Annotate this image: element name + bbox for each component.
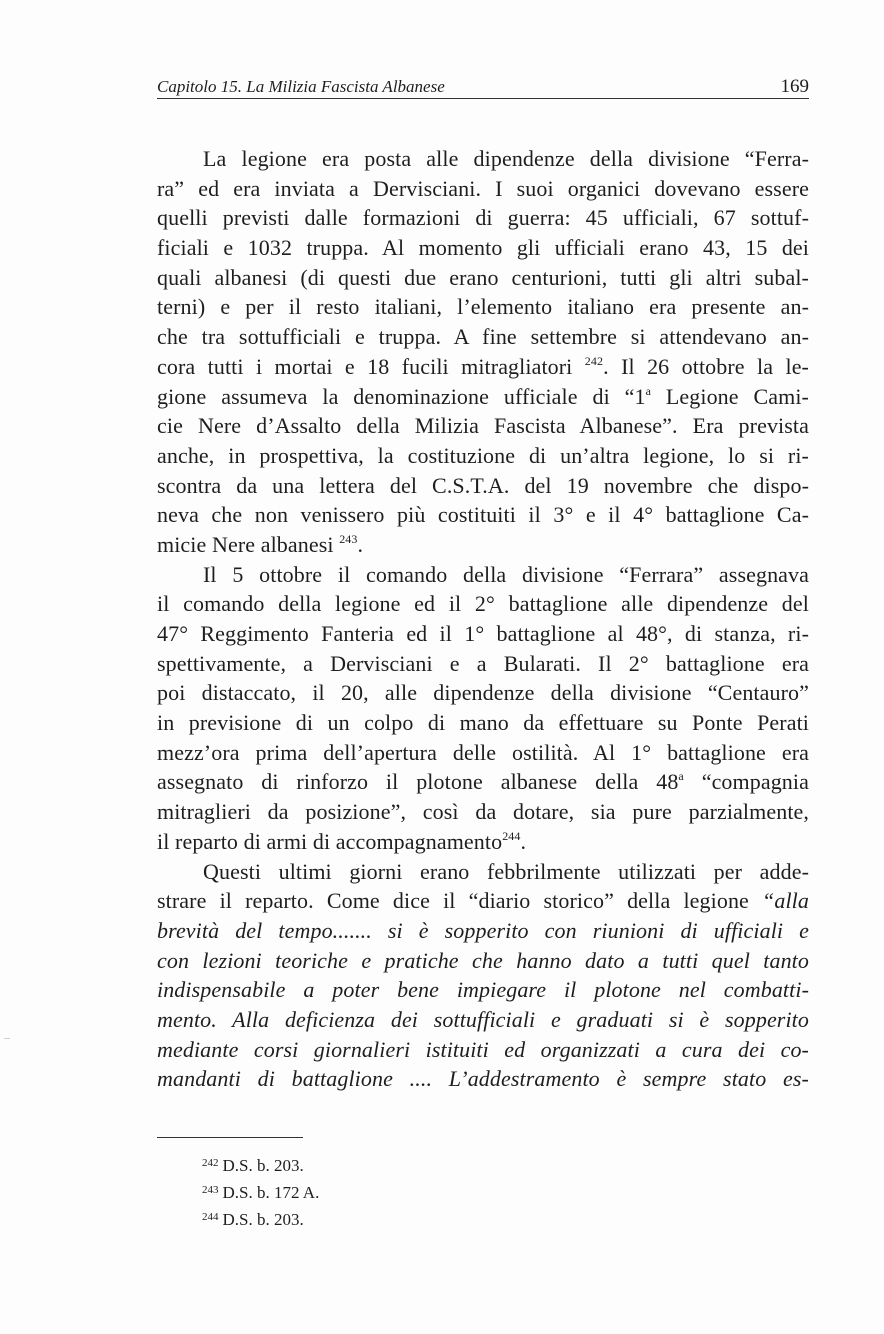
ordinal-superscript: a: [678, 769, 684, 784]
footnote-separator: [157, 1137, 303, 1138]
chapter-title: Capitolo 15. La Milizia Fascista Albanese: [157, 77, 445, 96]
text-line: che tra sottufficiali e truppa. A fine settembre si attendevano an-: [157, 324, 809, 350]
text-line: strare il reparto. Come dice il “diario storico” della legione “alla: [157, 888, 809, 914]
text-line: il comando della legione ed il 2° battaglione alle dipendenze del: [157, 591, 809, 617]
text-line: neva che non venissero più costituiti il 3° e il 4° battaglione Ca-: [157, 502, 809, 528]
text-line: mezz’ora prima dell’apertura delle ostilità. Al 1° battaglione era: [157, 739, 809, 765]
text-line: mento. Alla deficienza dei sottufficiali e graduati si è sopperito: [157, 1006, 809, 1032]
text-line: Il 5 ottobre il comando della divisione “Ferrara” assegnava: [203, 561, 809, 587]
text-line: mitraglieri da posizione”, così da dotare, sia pure parzialmente,: [157, 799, 809, 825]
footnote-ref-243: 243: [339, 531, 358, 546]
text-line: anche, in prospettiva, la costituzione di un’altra legione, lo si ri-: [157, 442, 809, 468]
text-line: Questi ultimi giorni erano febbrilmente utilizzati per adde-: [203, 858, 809, 884]
text-line: cie Nere d’Assalto della Milizia Fascista Albanese”. Era prevista: [157, 413, 809, 439]
scan-speck: [4, 1038, 10, 1039]
text-line: in previsione di un colpo di mano da effettuare su Ponte Perati: [157, 710, 809, 736]
text-line: ra” ed era inviata a Dervisciani. I suoi organici dovevano essere: [157, 175, 809, 201]
text-line: scontra da una lettera del C.S.T.A. del 19 novembre che dispo-: [157, 472, 809, 498]
text-line: La legione era posta alle dipendenze della divisione “Ferra-: [203, 146, 809, 171]
text-line: mediante corsi giornalieri istituiti ed organizzati a cura dei co-: [157, 1036, 809, 1062]
text-line: micie Nere albanesi $^{243}$.: [157, 531, 364, 557]
text-line: spettivamente, a Dervisciani e a Bularati. Il 2° battaglione era: [157, 650, 809, 676]
text-line: brevità del tempo....... si è sopperito con riunioni di ufficiali e: [157, 917, 809, 943]
footnote: $^{244}$ D.S. b. 203.: [202, 1210, 304, 1229]
text-line: cora tutti i mortai e 18 fucili mitragliatori $^{242}$. Il 26 ottobre la le-: [157, 353, 809, 379]
footnotes: [202, 1151, 319, 1232]
footnote: $^{243}$ D.S. b. 172 A.: [202, 1183, 320, 1202]
text-line: gione assumeva la denominazione ufficiale di “1$^a$ Legione Cami-: [157, 383, 809, 409]
text-line: poi distaccato, il 20, alle dipendenze della divisione “Centauro”: [157, 680, 809, 706]
text-line: assegnato di rinforzo il plotone albanese della 48$^a$ “compagnia: [157, 769, 809, 795]
header-rule: [157, 98, 809, 99]
text-line: indispensabile a poter bene impiegare il plotone nel combatti-: [157, 977, 809, 1003]
footnote-ref-244: 244: [502, 828, 521, 843]
footnote: $^{242}$ D.S. b. 203.: [202, 1156, 304, 1175]
running-header: [157, 74, 809, 100]
ordinal-superscript: a: [645, 383, 652, 398]
text-line: mandanti di battaglione .... L’addestramento è sempre stato es-: [157, 1066, 809, 1092]
main-text: [157, 144, 809, 1094]
text-line: quelli previsti dalle formazioni di guerra: 45 ufficiali, 67 sottuf-: [157, 205, 809, 231]
text-line: quali albanesi (di questi due erano centurioni, tutti gli altri subal-: [157, 264, 809, 290]
text-line: ficiali e 1032 truppa. Al momento gli ufficiali erano 43, 15 dei: [157, 235, 809, 261]
page-number: 169: [780, 76, 809, 97]
text-line: terni) e per il resto italiani, l’elemento italiano era presente an-: [157, 294, 809, 320]
text-line: 47° Reggimento Fanteria ed il 1° battaglione al 48°, di stanza, ri-: [157, 621, 809, 646]
text-line: il reparto di armi di accompagnamento$^{244}$.: [157, 828, 527, 854]
footnote-ref-242: 242: [584, 353, 604, 368]
text-line: con lezioni teoriche e pratiche che hanno dato a tutti quel tanto: [157, 947, 809, 973]
